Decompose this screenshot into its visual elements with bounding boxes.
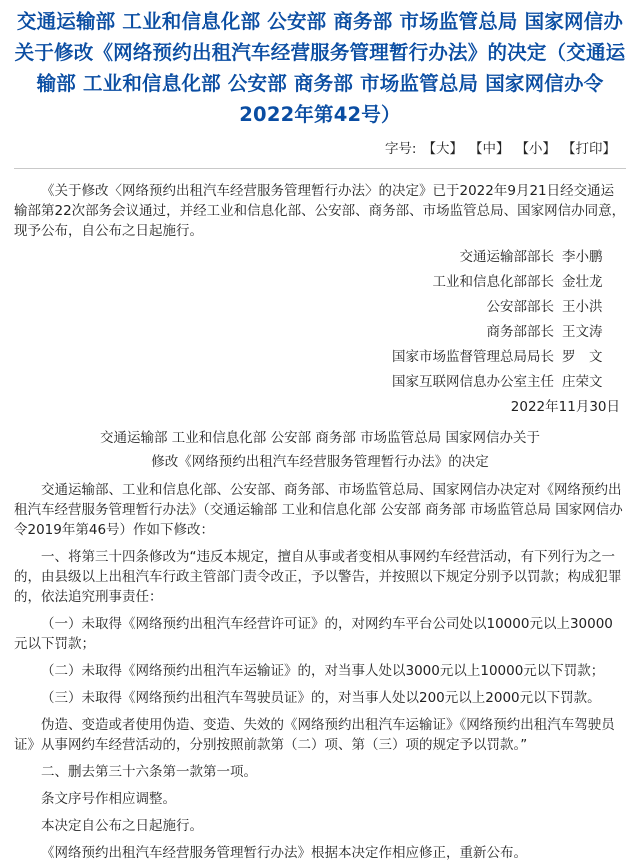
signatory-name: 王文涛 <box>562 324 603 340</box>
print-button[interactable]: 【打印】 <box>562 141 616 157</box>
decision-paragraph: 条文序号作相应调整。 <box>41 791 176 807</box>
signatory-name: 庄荣文 <box>562 374 603 390</box>
signatory-line <box>14 295 626 320</box>
decision-paragraph: 交通运输部、工业和信息化部、公安部、商务部、市场监管总局、国家网信办决定对《网络预约出租汽车经营服务管理暂行办法》（交通运输部 工业和信息化部 公安部 商务部 市场监管总局 国家网信办令2019年第46号）作如下修改： <box>14 482 623 538</box>
signatory-list <box>14 245 626 395</box>
publish-date: 2022年11月30日 <box>510 399 620 415</box>
signatory-role: 商务部部长 <box>486 324 554 340</box>
decision-paragraph: 《网络预约出租汽车经营服务管理暂行办法》根据本决定作相应修正，重新公布。 <box>41 845 527 861</box>
decision-paragraph: 一、将第三十四条修改为“违反本规定，擅自从事或者变相从事网约车经营活动，有下列行为之一的，由县级以上出租汽车行政主管部门责令改正，予以警告，并按照以下规定分别予以罚款；构成犯罪的，依法追究刑事责任： <box>14 549 622 605</box>
decision-paragraph: 伪造、变造或者使用伪造、变造、失效的《网络预约出租汽车运输证》《网络预约出租汽车驾驶员证》从事网约车经营活动的，分别按照前款第（二）项、第（三）项的规定予以罚款。” <box>14 717 615 753</box>
signatory-name: 罗 文 <box>562 349 603 365</box>
decision-title-line2: 修改《网络预约出租汽车经营服务管理暂行办法》的决定 <box>151 454 489 470</box>
font-large-button[interactable]: 【大】 <box>422 141 463 157</box>
signatory-role: 国家市场监督管理总局局长 <box>392 349 554 365</box>
article-page <box>0 6 640 861</box>
article-body <box>14 181 626 863</box>
signatory-name: 李小鹏 <box>562 249 603 265</box>
signatory-line <box>14 245 626 270</box>
signatory-line <box>14 320 626 345</box>
intro-paragraph: 《关于修改〈网络预约出租汽车经营服务管理暂行办法〉的决定》已于2022年9月21日经交通运输部第22次部务会议通过，并经工业和信息化部、公安部、商务部、市场监管总局、国家网信办同意，现予公布，自公布之日起施行。 <box>14 183 626 239</box>
signatory-role: 工业和信息化部部长 <box>432 274 554 290</box>
title-divider <box>14 168 626 169</box>
font-size-label: 字号: <box>384 141 417 157</box>
font-medium-button[interactable]: 【中】 <box>469 141 510 157</box>
decision-paragraph: （一）未取得《网络预约出租汽车经营许可证》的，对网约车平台公司处以10000元以上30000元以下罚款； <box>14 616 613 652</box>
signatory-role: 公安部部长 <box>486 299 554 315</box>
signatory-name: 王小洪 <box>562 299 603 315</box>
decision-paragraph: （二）未取得《网络预约出租汽车运输证》的，对当事人处以3000元以上10000元以下罚款； <box>41 663 605 679</box>
decision-paragraph: 二、删去第三十六条第一款第一项。 <box>41 764 257 780</box>
article-title: 交通运输部 工业和信息化部 公安部 商务部 市场监管总局 国家网信办关于修改《网络预约出租汽车经营服务管理暂行办法》的决定（交通运输部 工业和信息化部 公安部 商务部 市场监管总局 国家网信办令2022年第42号） <box>14 10 626 126</box>
signatory-name: 金壮龙 <box>562 274 603 290</box>
decision-content <box>14 480 626 863</box>
signatory-role: 交通运输部部长 <box>459 249 554 265</box>
font-small-button[interactable]: 【小】 <box>515 141 556 157</box>
signatory-line <box>14 345 626 370</box>
font-size-toolbar <box>14 136 626 158</box>
signatory-line <box>14 370 626 395</box>
decision-paragraph: （三）未取得《网络预约出租汽车驾驶员证》的，对当事人处以200元以上2000元以下罚款。 <box>41 690 601 706</box>
signatory-role: 国家互联网信息办公室主任 <box>392 374 554 390</box>
decision-title <box>14 426 626 474</box>
decision-paragraph: 本决定自公布之日起施行。 <box>41 818 203 834</box>
decision-title-line1: 交通运输部 工业和信息化部 公安部 商务部 市场监管总局 国家网信办关于 <box>100 430 540 446</box>
signatory-line <box>14 270 626 295</box>
